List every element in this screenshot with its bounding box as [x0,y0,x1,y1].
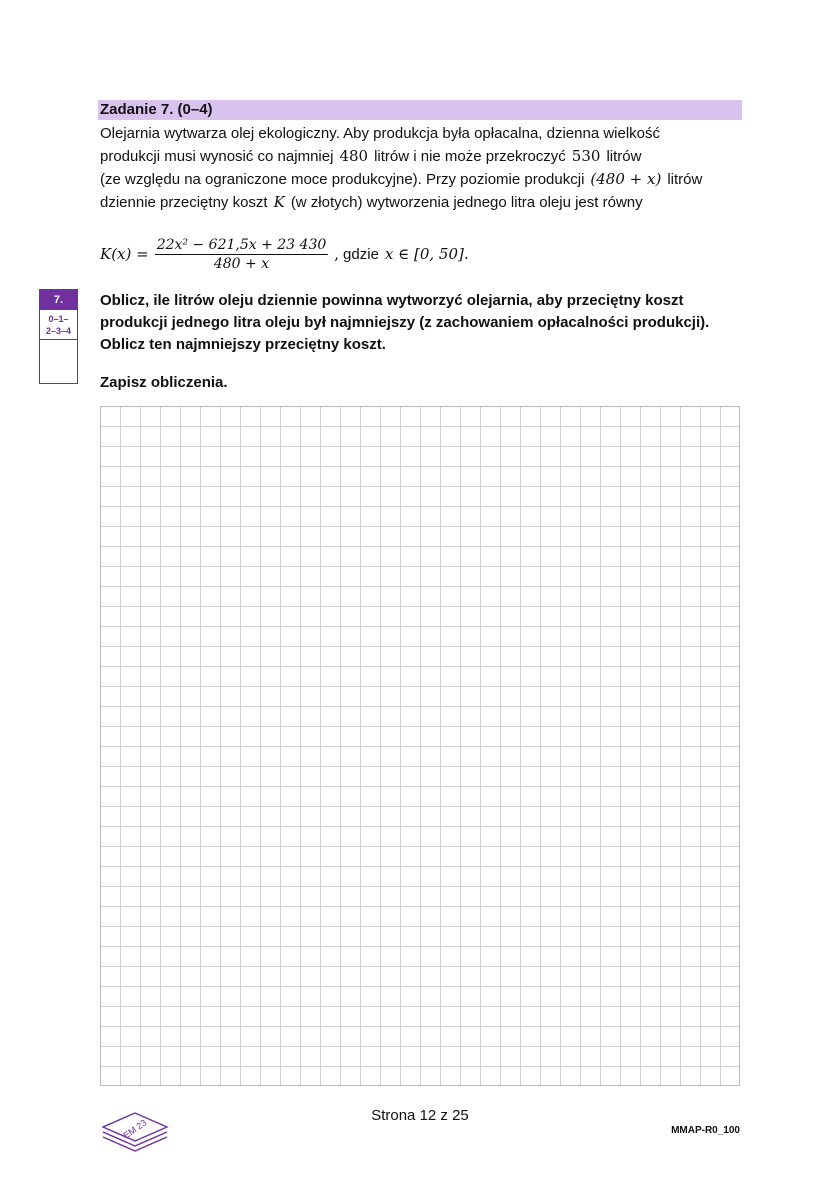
max-liters: 530 [571,147,601,165]
instruction-line: Oblicz, ile litrów oleju dziennie powinna wytworzyć olejarnia, aby przeciętny koszt [100,292,684,309]
intro-text: litrów [667,171,703,188]
task-instruction [100,290,760,356]
page-number: Strona 12 z 25 [371,1107,469,1124]
score-points-line: 0–1– [48,314,69,324]
formula-lhs: K(x) = [100,245,149,263]
task-intro [100,122,760,214]
instruction-line: produkcji jednego litra oleju był najmniejszy (z zachowaniem opłacalności produkcji). [100,314,710,331]
task-number-badge: 7. [40,290,77,310]
calculations-label: Zapisz obliczenia. [100,374,228,391]
intro-line-1: Olejarnia wytwarza olej ekologiczny. Aby produkcja była opłacalna, dzienna wielkość [100,125,661,142]
intro-text: produkcji musi wynosić co najmniej [100,148,334,165]
score-box [39,289,78,384]
cost-formula [100,232,469,276]
exam-code: MMAP-R0_100 [671,1125,740,1136]
task-title: Zadanie 7. (0–4) [98,100,742,120]
formula-fraction [155,237,329,272]
min-liters: 480 [339,147,369,165]
formula-separator: , [334,245,340,263]
formula-domain: x ∈ [0, 50]. [384,245,469,263]
intro-line-4 [100,191,760,214]
intro-text: litrów [606,148,642,165]
intro-text: (ze względu na ograniczone moce produkcyjne). Przy poziomie produkcji [100,171,585,188]
formula-gdzie: gdzie [343,245,379,263]
intro-line-3 [100,168,760,191]
intro-text: dziennie przeciętny koszt [100,194,268,211]
intro-line-2 [100,145,760,168]
score-points-line: 2–3–4 [45,326,72,336]
formula-numerator: 22x² − 621,5x + 23 430 [156,236,327,253]
score-points [40,310,77,340]
production-expression: (480 + x) [590,170,662,188]
cost-variable: K [273,193,285,211]
answer-grid[interactable] [100,406,740,1086]
intro-text: litrów i nie może przekroczyć [374,148,566,165]
instruction-line: Oblicz ten najmniejszy przeciętny koszt. [100,336,386,353]
intro-text: (w złotych) wytworzenia jednego litra oleju jest równy [290,194,643,211]
logo-text: EM 23 [121,1117,149,1141]
formula-denominator: 480 + x [213,255,270,272]
score-entry-field[interactable] [40,340,77,388]
